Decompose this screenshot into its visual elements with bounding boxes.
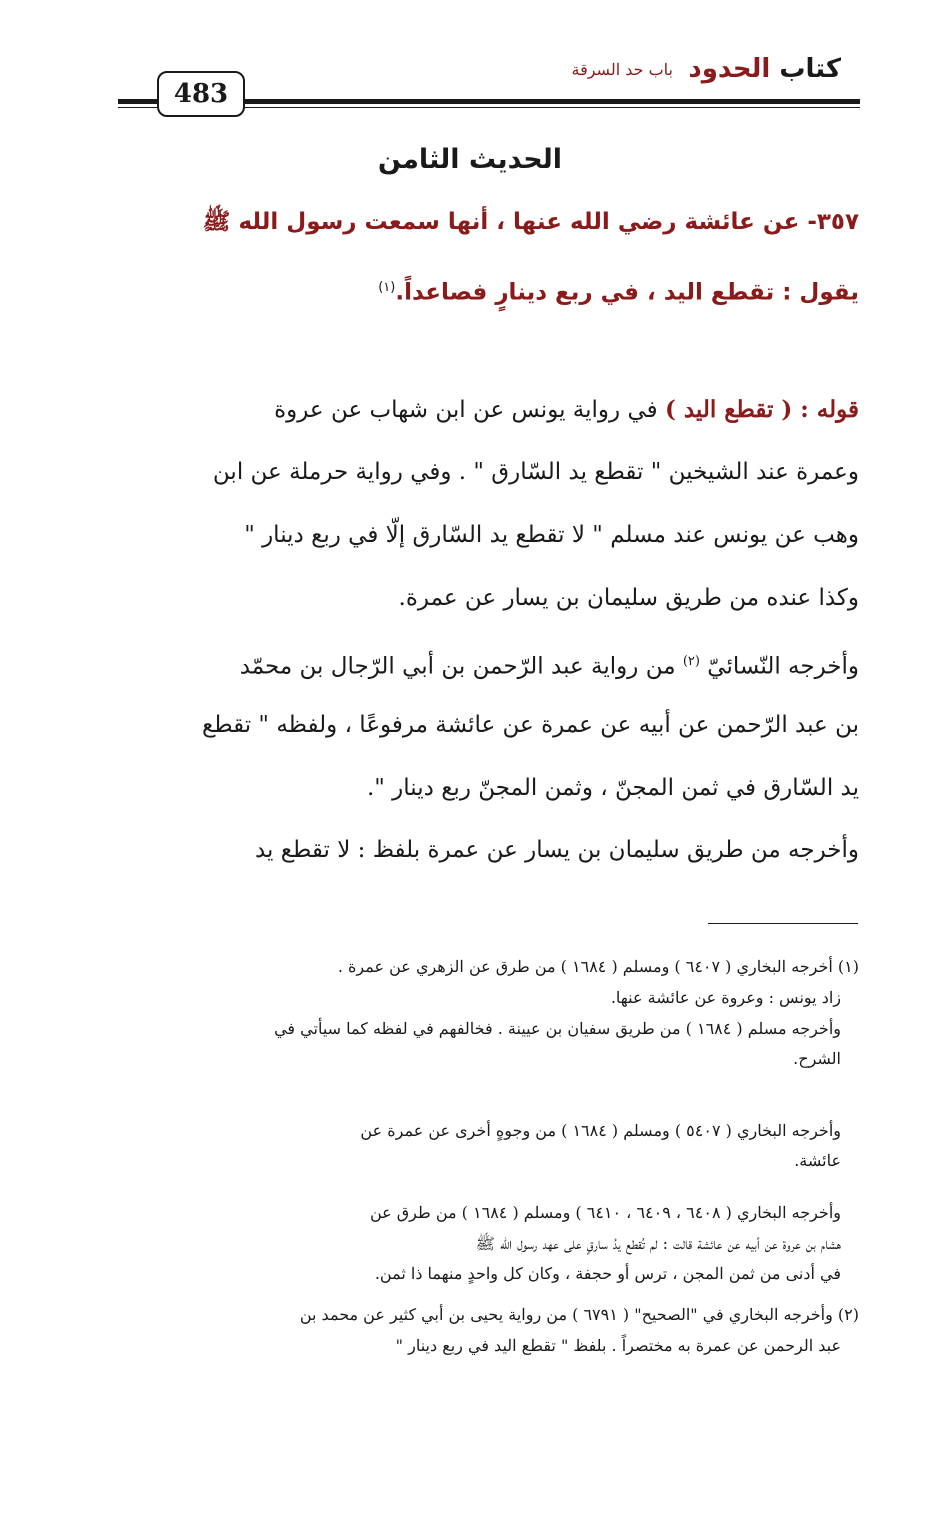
- body-line: بن عبد الرّحمن عن أبيه عن عمرة عن عائشة مرفوعًا ، ولفظه " تقطع: [201, 712, 859, 738]
- running-header-chapter: باب حد السرقة: [571, 60, 673, 79]
- footnote-line: وأخرجه البخاري ( ٥٤٠٧ ) ومسلم ( ١٦٨٤ ) من وجوهٍ أخرى عن عمرة عن: [360, 1121, 841, 1140]
- footnote-line: عائشة.: [794, 1151, 841, 1170]
- body-line: وعمرة عند الشيخين " تقطع يد السّارق " . وفي رواية حرملة عن ابن: [212, 459, 859, 485]
- footnote-line: وأخرجه البخاري ( ٦٤٠٨ ، ٦٤٠٩ ، ٦٤١٠ ) ومسلم ( ١٦٨٤ ) من طرق عن: [369, 1203, 841, 1222]
- section-title: الحديث الثامن: [377, 144, 563, 175]
- body-line: وأخرجه من طريق سليمان بن يسار عن عمرة بلفظ : لا تقطع يد: [254, 837, 859, 863]
- footnote-line: في أدنى من ثمن المجن ، ترس أو حجفة ، وكان كل واحدٍ منهما ذا ثمن.: [374, 1264, 841, 1283]
- footnote-line: هشام بن عروة عن أبيه عن عائشة قالت : لم تُقطع يدُ سارقٍ على عهد رسول الله ﷺ: [475, 1234, 841, 1253]
- body-text: وأخرجه النّسائيّ: [707, 653, 859, 680]
- footnote-separator: [708, 923, 858, 924]
- running-header-book-title: [688, 52, 841, 86]
- body-text: في رواية يونس عن ابن شهاب عن عروة: [274, 397, 658, 423]
- footnote-line: الشرح.: [793, 1049, 841, 1068]
- footnote-marker-2[interactable]: (٢): [682, 654, 700, 669]
- footnote-line: (٢) وأخرجه البخاري في "الصحيح" ( ٦٧٩١ ) من رواية يحيى بن أبي كثير عن محمد بن: [299, 1305, 859, 1324]
- hadith-line-2-text: يقول : تقطع اليد ، في ربع دينارٍ فصاعداً.: [395, 279, 859, 306]
- body-line: [99, 644, 859, 685]
- footnote-line: عبد الرحمن عن عمرة به مختصراً . بلفظ " تقطع اليد في ربع دينار ": [395, 1336, 841, 1355]
- body-line: وهب عن يونس عند مسلم " لا تقطع يد السّارق إلّا في ربع دينار ": [244, 522, 859, 548]
- book-title-word1: كتاب: [779, 54, 841, 84]
- page-number: 483: [157, 71, 245, 117]
- body-line: وكذا عنده من طريق سليمان بن يسار عن عمرة.: [398, 585, 859, 611]
- footnote-line: (١) أخرجه البخاري ( ٦٤٠٧ ) ومسلم ( ١٦٨٤ ) من طرق عن الزهري عن عمرة .: [337, 957, 859, 976]
- book-title-word2: الحدود: [688, 54, 771, 84]
- hadith-line-2: [99, 266, 859, 315]
- footnote-marker-1[interactable]: (١): [378, 280, 396, 295]
- hadith-line-1: ٣٥٧- عن عائشة رضي الله عنها ، أنها سمعت رسول الله ﷺ: [202, 209, 859, 235]
- body-text: من رواية عبد الرّحمن بن أبي الرّجال بن محمّد: [239, 653, 676, 680]
- commentary-label: قوله : ( تقطع اليد ): [664, 396, 859, 423]
- body-line: [99, 392, 859, 428]
- footnote-line: وأخرجه مسلم ( ١٦٨٤ ) من طريق سفيان بن عيينة . فخالفهم في لفظه كما سيأتي في: [274, 1019, 841, 1038]
- footnote-line: زاد يونس : وعروة عن عائشة عنها.: [610, 988, 841, 1007]
- body-line: يد السّارق في ثمن المجنّ ، وثمن المجنّ ربع دينار ".: [366, 775, 859, 801]
